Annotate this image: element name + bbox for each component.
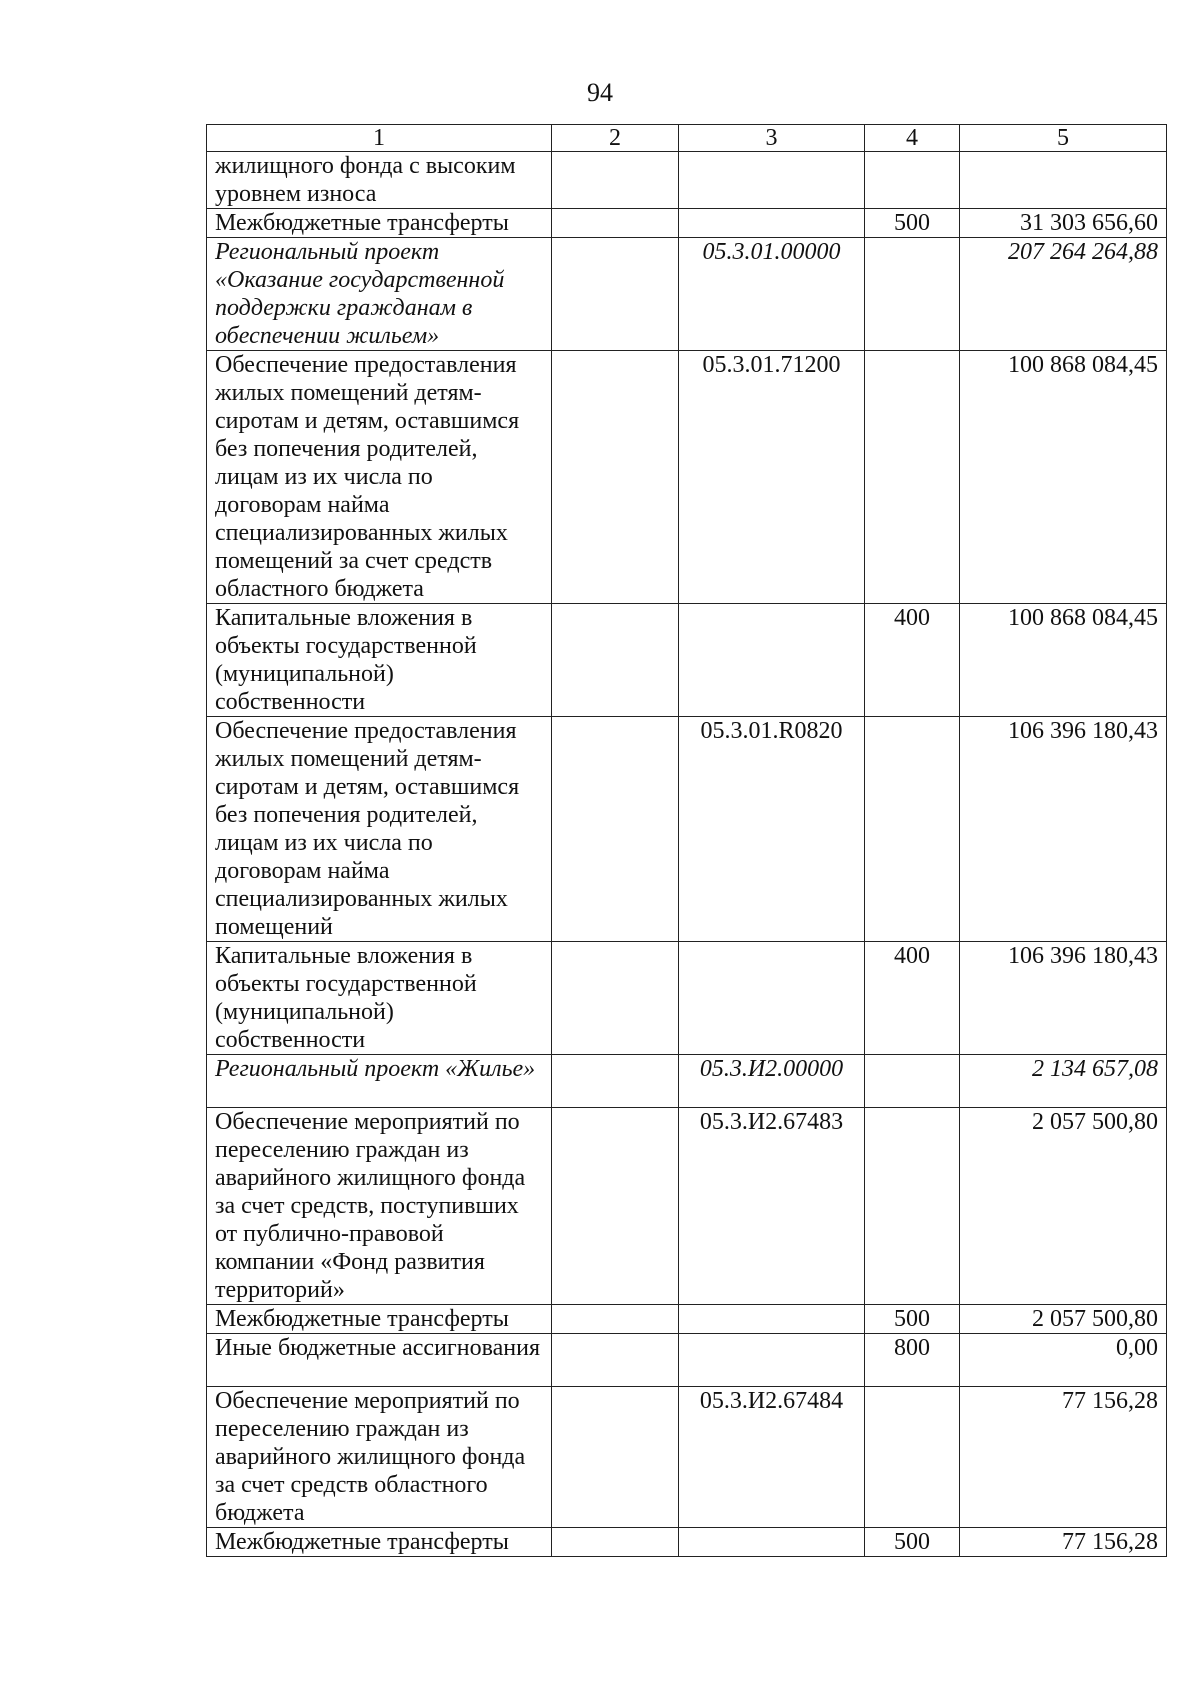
- table-row: [207, 1334, 1167, 1387]
- column-header-5: 5: [960, 125, 1167, 152]
- cell-code: [679, 1305, 865, 1334]
- cell-code: [679, 209, 865, 238]
- cell-type: 500: [865, 1305, 960, 1334]
- cell-amount: 100 868 084,45: [960, 351, 1167, 604]
- cell-col2: [552, 238, 679, 351]
- cell-col2: [552, 1387, 679, 1528]
- cell-col2: [552, 209, 679, 238]
- cell-amount: 31 303 656,60: [960, 209, 1167, 238]
- table-row: [207, 942, 1167, 1055]
- cell-name: Региональный проект «Оказание государственной поддержки гражданам в обеспечении жильем»: [207, 238, 552, 351]
- cell-col2: [552, 1108, 679, 1305]
- cell-type: [865, 1055, 960, 1108]
- cell-code: [679, 1334, 865, 1387]
- cell-type: [865, 1108, 960, 1305]
- cell-col2: [552, 604, 679, 717]
- cell-amount: 106 396 180,43: [960, 942, 1167, 1055]
- cell-name: жилищного фонда с высоким уровнем износа: [207, 152, 552, 209]
- cell-type: [865, 152, 960, 209]
- cell-code: [679, 942, 865, 1055]
- cell-col2: [552, 351, 679, 604]
- cell-amount: 77 156,28: [960, 1528, 1167, 1557]
- cell-name: Межбюджетные трансферты: [207, 1305, 552, 1334]
- cell-type: [865, 351, 960, 604]
- column-header-2: 2: [552, 125, 679, 152]
- column-header-4: 4: [865, 125, 960, 152]
- cell-name: Межбюджетные трансферты: [207, 209, 552, 238]
- cell-name: Капитальные вложения в объекты государственной (муниципальной) собственности: [207, 604, 552, 717]
- cell-type: [865, 717, 960, 942]
- cell-name: Региональный проект «Жилье»: [207, 1055, 552, 1108]
- table-row: [207, 1387, 1167, 1528]
- cell-name: Капитальные вложения в объекты государственной (муниципальной) собственности: [207, 942, 552, 1055]
- table-body: [207, 152, 1167, 1557]
- cell-amount: 106 396 180,43: [960, 717, 1167, 942]
- budget-table: [206, 124, 1167, 1557]
- cell-col2: [552, 1528, 679, 1557]
- cell-name: Обеспечение мероприятий по переселению граждан из аварийного жилищного фонда за счет средств областного бюджета: [207, 1387, 552, 1528]
- cell-type: 500: [865, 1528, 960, 1557]
- column-header-3: 3: [679, 125, 865, 152]
- cell-amount: 2 057 500,80: [960, 1108, 1167, 1305]
- table-row: [207, 209, 1167, 238]
- cell-name: Межбюджетные трансферты: [207, 1528, 552, 1557]
- cell-type: 400: [865, 942, 960, 1055]
- table-row: [207, 351, 1167, 604]
- cell-code: 05.3.01.00000: [679, 238, 865, 351]
- cell-name: Обеспечение предоставления жилых помещений детям-сиротам и детям, оставшимся без попечения родителей, лицам из их числа по договорам найма специализированных жилых помещений за счет средств областного бюджета: [207, 351, 552, 604]
- cell-col2: [552, 1305, 679, 1334]
- cell-name: Обеспечение мероприятий по переселению граждан из аварийного жилищного фонда за счет средств, поступивших от публично-правовой компании «Фонд развития территорий»: [207, 1108, 552, 1305]
- column-header-1: 1: [207, 125, 552, 152]
- cell-amount: 100 868 084,45: [960, 604, 1167, 717]
- cell-col2: [552, 152, 679, 209]
- cell-col2: [552, 717, 679, 942]
- cell-code: [679, 152, 865, 209]
- cell-type: 500: [865, 209, 960, 238]
- table-header: [207, 125, 1167, 152]
- table-row: [207, 1055, 1167, 1108]
- table-row: [207, 152, 1167, 209]
- cell-code: 05.3.И2.67484: [679, 1387, 865, 1528]
- cell-name: Иные бюджетные ассигнования: [207, 1334, 552, 1387]
- cell-col2: [552, 942, 679, 1055]
- header-row: [207, 125, 1167, 152]
- cell-amount: 77 156,28: [960, 1387, 1167, 1528]
- cell-code: 05.3.И2.67483: [679, 1108, 865, 1305]
- cell-amount: 207 264 264,88: [960, 238, 1167, 351]
- cell-type: [865, 1387, 960, 1528]
- table-row: [207, 1108, 1167, 1305]
- cell-name: Обеспечение предоставления жилых помещений детям-сиротам и детям, оставшимся без попечения родителей, лицам из их числа по договорам найма специализированных жилых помещений: [207, 717, 552, 942]
- table-row: [207, 1305, 1167, 1334]
- cell-amount: 2 057 500,80: [960, 1305, 1167, 1334]
- page-number: 94: [587, 78, 613, 107]
- cell-type: [865, 238, 960, 351]
- cell-type: 800: [865, 1334, 960, 1387]
- cell-amount: 2 134 657,08: [960, 1055, 1167, 1108]
- cell-type: 400: [865, 604, 960, 717]
- cell-code: [679, 604, 865, 717]
- cell-col2: [552, 1055, 679, 1108]
- cell-code: [679, 1528, 865, 1557]
- cell-code: 05.3.01.R0820: [679, 717, 865, 942]
- table-row: [207, 604, 1167, 717]
- cell-col2: [552, 1334, 679, 1387]
- cell-amount: [960, 152, 1167, 209]
- table-row: [207, 238, 1167, 351]
- cell-amount: 0,00: [960, 1334, 1167, 1387]
- table-row: [207, 717, 1167, 942]
- cell-code: 05.3.И2.00000: [679, 1055, 865, 1108]
- table-row: [207, 1528, 1167, 1557]
- cell-code: 05.3.01.71200: [679, 351, 865, 604]
